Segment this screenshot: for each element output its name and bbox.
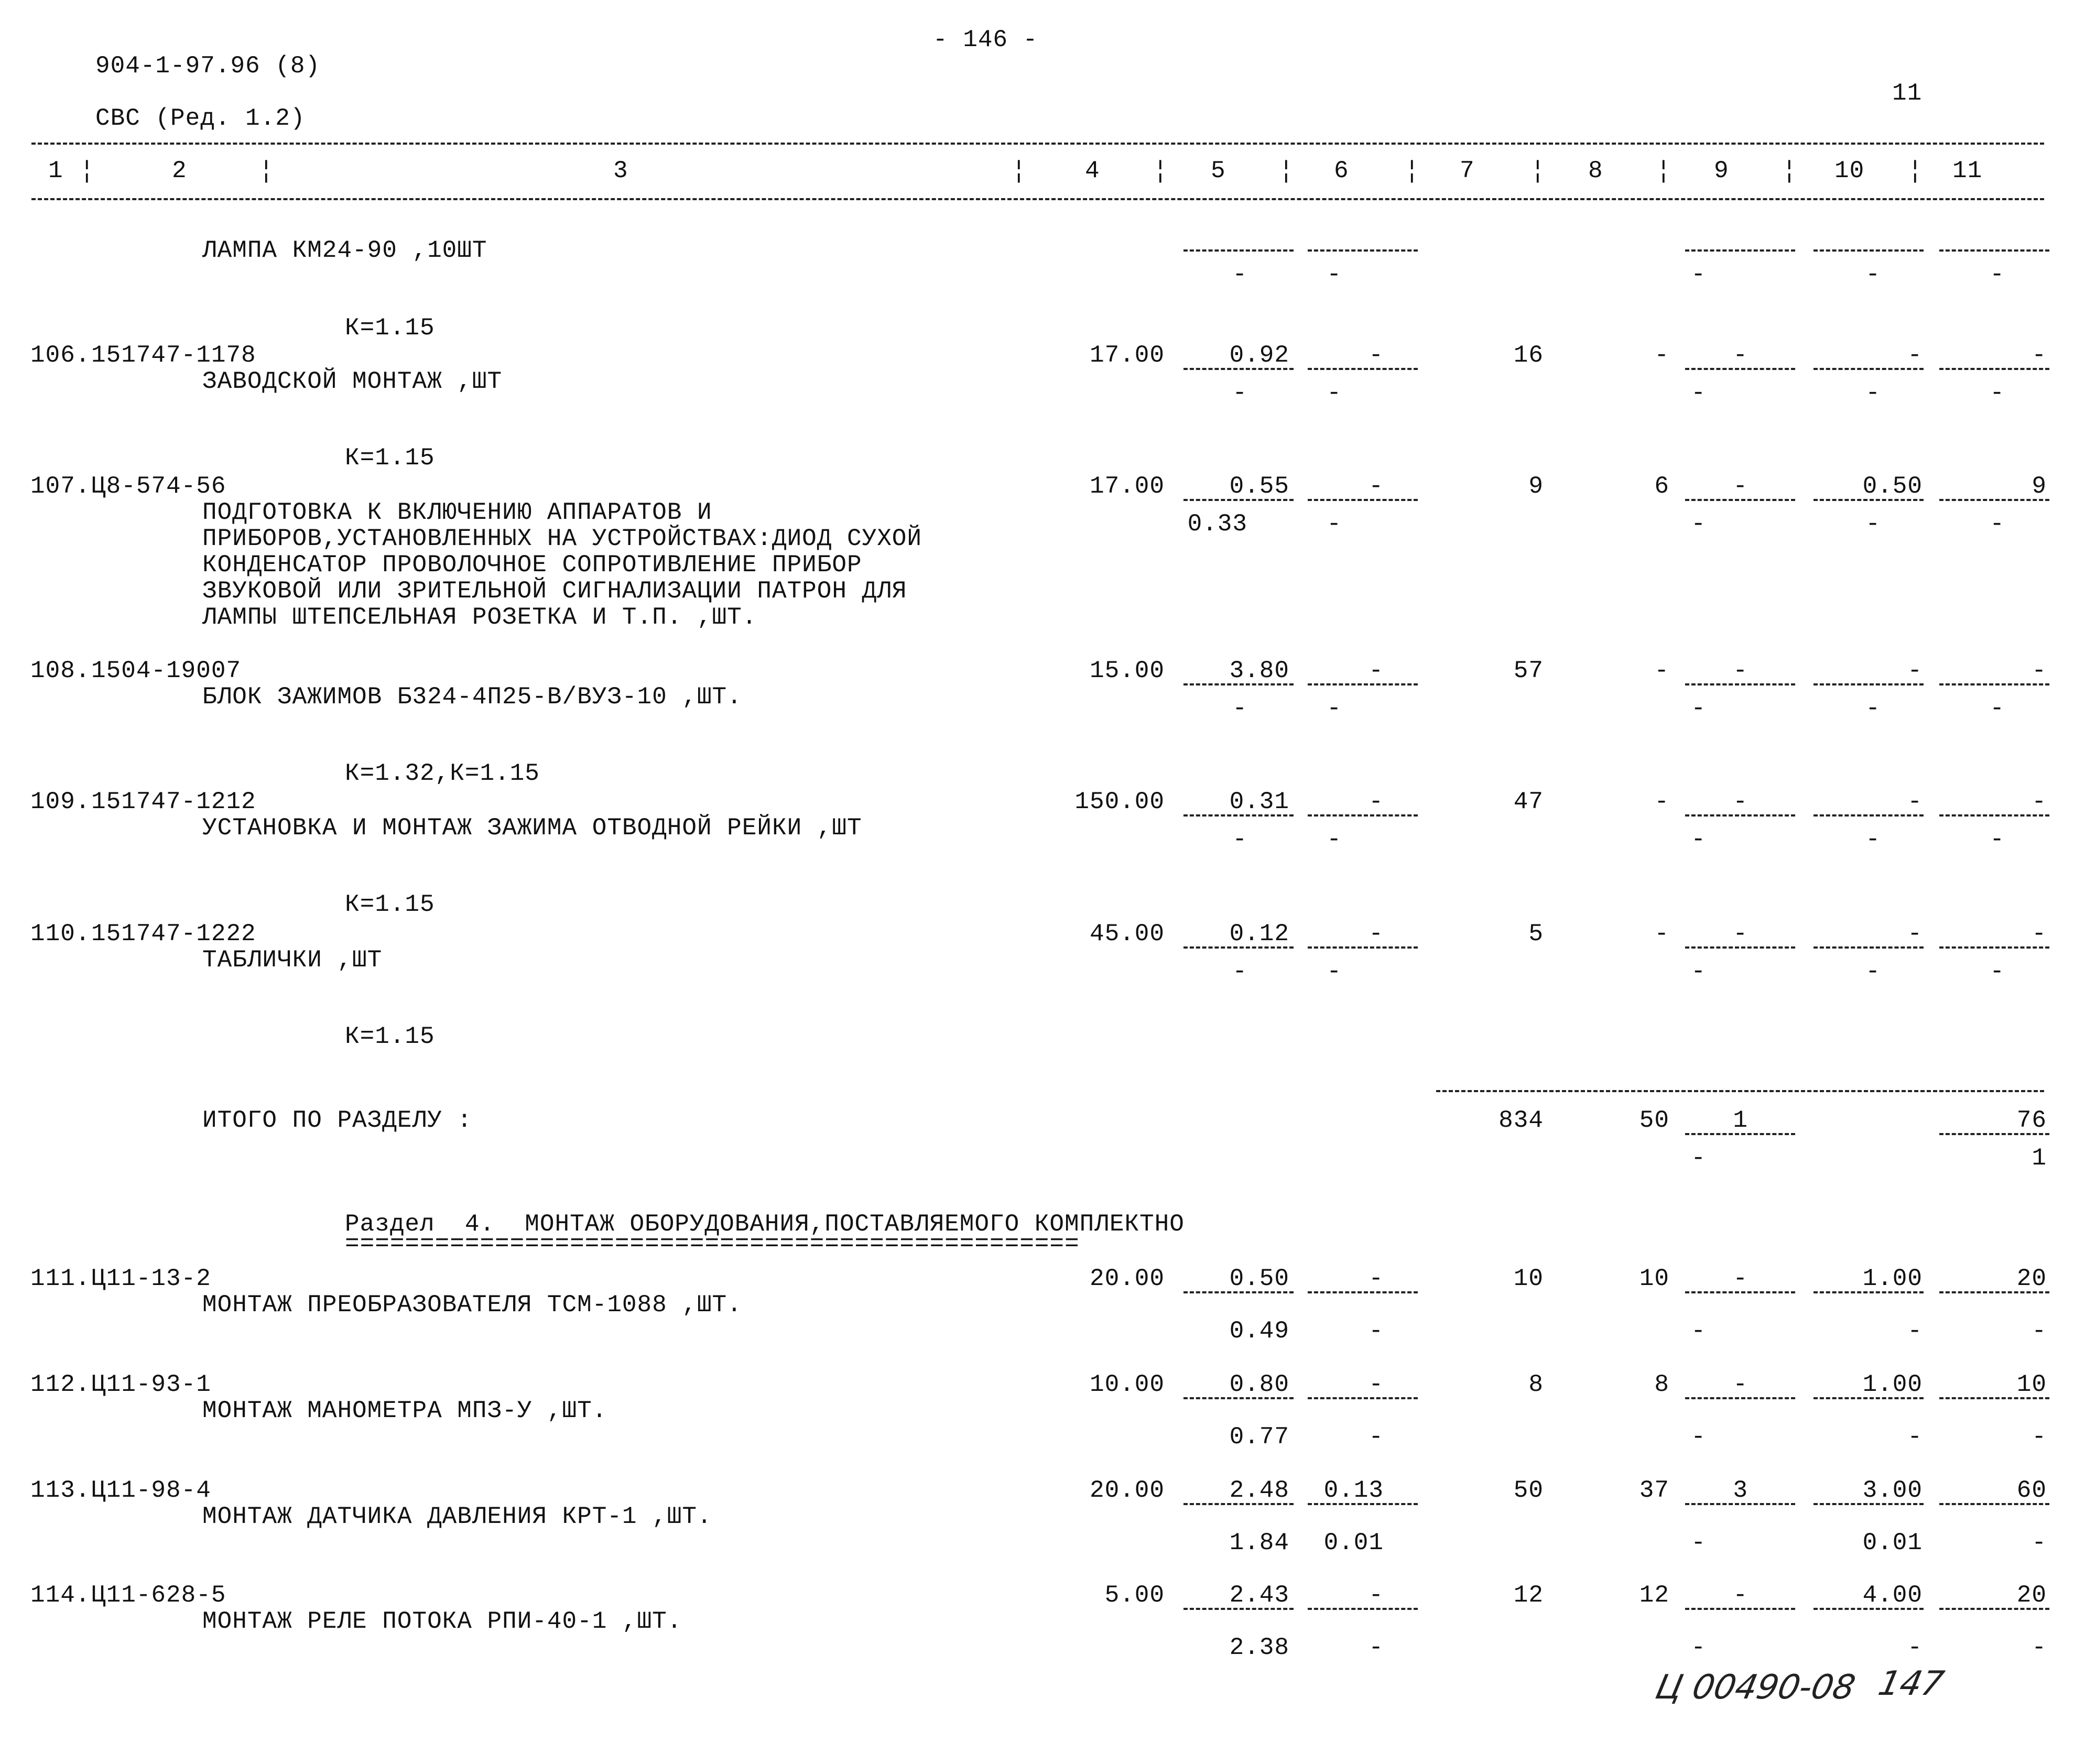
cell-underline — [1685, 1503, 1795, 1505]
cell-c4: 17.00 — [1089, 473, 1165, 500]
cell-c9: - — [1733, 342, 1748, 369]
cell-c8: - — [1654, 342, 1669, 369]
cell-c11: - — [2032, 788, 2047, 815]
cell-c6: - — [1369, 1582, 1384, 1609]
header-rule-top — [31, 143, 2044, 145]
cell-c10: - — [1907, 920, 1923, 948]
cell-c10: 1.00 — [1862, 1371, 1923, 1398]
cell-underline — [1308, 499, 1418, 501]
cell-c10-sub: - — [1865, 958, 1881, 985]
cell-c11: - — [2032, 657, 2047, 684]
cell-c4: 45.00 — [1089, 920, 1165, 948]
row-number: 108. — [30, 657, 91, 684]
cell-underline — [1685, 368, 1795, 370]
cell-c11: 20 — [2016, 1265, 2047, 1292]
cell-underline — [1183, 1397, 1294, 1399]
column-header-1: 1 — [48, 157, 63, 184]
column-header-10: 10 — [1834, 157, 1865, 184]
item-description: ЛАМПА КМ24-90 ,10ШТ — [202, 237, 487, 264]
cell-underline — [1183, 1608, 1294, 1610]
cell-underline — [1183, 1291, 1294, 1293]
cell-c9: 3 — [1733, 1477, 1748, 1504]
cell-underline — [1183, 1503, 1294, 1505]
cell-c11-sub: - — [1990, 510, 2005, 538]
cell-c6-sub: 0.01 — [1323, 1529, 1384, 1556]
cell-c5-sub: 2.38 — [1229, 1634, 1289, 1661]
column-separator: ¦ — [1012, 157, 1027, 184]
row-number: 107. — [30, 473, 91, 500]
cell-underline — [1939, 1503, 2049, 1505]
cell-c8: 12 — [1639, 1582, 1669, 1609]
cell-c10: 3.00 — [1862, 1477, 1923, 1504]
row-number: 113. — [30, 1477, 91, 1504]
section-total-label: ИТОГО ПО РАЗДЕЛУ : — [202, 1107, 472, 1134]
cell-underline — [1308, 1608, 1418, 1610]
cell-underline — [1939, 814, 2049, 816]
cell-underline — [1308, 683, 1418, 685]
cell-c9: - — [1733, 657, 1748, 684]
item-description: КОНДЕНСАТОР ПРОВОЛОЧНОЕ СОПРОТИВЛЕНИЕ ПРИБОР — [202, 551, 862, 579]
cell-c10-sub: - — [1865, 695, 1881, 722]
cell-c11: 10 — [2016, 1371, 2047, 1398]
cell-c10: 1.00 — [1862, 1265, 1923, 1292]
rate-code: Ц8-574-56 — [91, 473, 226, 500]
total-c11: 76 — [2016, 1107, 2047, 1134]
cell-c7: 16 — [1513, 342, 1544, 369]
cell-underline — [1814, 946, 1924, 949]
cell-underline — [1183, 499, 1294, 501]
cell-c5: 2.48 — [1229, 1477, 1289, 1504]
cell-c7: 50 — [1513, 1477, 1544, 1504]
cell-c4: 5.00 — [1104, 1582, 1165, 1609]
cell-c5-sub: - — [1232, 958, 1247, 985]
cell-c5: 0.12 — [1229, 920, 1289, 948]
coefficient-note: К=1.15 — [345, 444, 435, 472]
cell-c11: 9 — [2032, 473, 2047, 500]
cell-c11: - — [2032, 920, 2047, 948]
cell-c9-sub: - — [1691, 695, 1706, 722]
cell-c6-sub: - — [1327, 695, 1342, 722]
cell-c10-sub: - — [1907, 1423, 1923, 1451]
cell-c9-sub: - — [1691, 826, 1706, 853]
cell-c9: - — [1733, 1265, 1748, 1292]
cell-c5-sub: - — [1232, 261, 1247, 288]
cell-c5-sub: - — [1232, 826, 1247, 853]
item-description: ПОДГОТОВКА К ВКЛЮЧЕНИЮ АППАРАТОВ И — [202, 499, 712, 526]
cell-c10: 0.50 — [1862, 473, 1923, 500]
column-separator: ¦ — [1530, 157, 1546, 184]
cell-c4: 15.00 — [1089, 657, 1165, 684]
cell-c11-sub: - — [1990, 379, 2005, 407]
cell-c6: - — [1369, 1265, 1384, 1292]
cell-underline — [1939, 499, 2049, 501]
cell-c6: - — [1369, 920, 1384, 948]
column-separator: ¦ — [1782, 157, 1797, 184]
cell-underline — [1685, 249, 1795, 252]
cell-underline — [1308, 249, 1418, 252]
cell-underline — [1685, 499, 1795, 501]
handwritten-stamp: Ц 00490-08 — [1652, 1668, 1859, 1707]
coefficient-note: К=1.15 — [345, 891, 435, 918]
column-separator: ¦ — [80, 157, 95, 184]
total-c9: 1 — [1733, 1107, 1748, 1134]
row-number: 109. — [30, 788, 91, 815]
column-header-5: 5 — [1211, 157, 1226, 184]
cell-c9-sub: - — [1691, 510, 1706, 538]
cell-c5-sub: - — [1232, 695, 1247, 722]
cell-underline — [1308, 1397, 1418, 1399]
cell-c8: 10 — [1639, 1265, 1669, 1292]
cell-underline — [1183, 946, 1294, 949]
cell-c5-sub: 0.77 — [1229, 1423, 1289, 1451]
sheet-number: 11 — [1892, 80, 1923, 107]
cell-c9-sub: - — [1691, 1529, 1706, 1556]
cell-c7: 9 — [1528, 473, 1544, 500]
cell-c4: 20.00 — [1089, 1477, 1165, 1504]
cell-c7: 47 — [1513, 788, 1544, 815]
cell-c11-sub: - — [1990, 695, 2005, 722]
item-description: УСТАНОВКА И МОНТАЖ ЗАЖИМА ОТВОДНОЙ РЕЙКИ ,ШТ — [202, 814, 862, 842]
cell-c11-sub: - — [2032, 1423, 2047, 1451]
column-header-3: 3 — [613, 157, 628, 184]
cell-c4: 20.00 — [1089, 1265, 1165, 1292]
column-separator: ¦ — [1405, 157, 1420, 184]
cell-c7: 57 — [1513, 657, 1544, 684]
section-heading: Раздел 4. МОНТАЖ ОБОРУДОВАНИЯ,ПОСТАВЛЯЕМОГО КОМПЛЕКТНО — [345, 1211, 1185, 1238]
rate-code: Ц11-628-5 — [91, 1582, 226, 1609]
cell-c7: 12 — [1513, 1582, 1544, 1609]
cell-underline — [1814, 1397, 1924, 1399]
cell-c5: 0.92 — [1229, 342, 1289, 369]
rate-code: 151747-1212 — [91, 788, 256, 815]
column-separator: ¦ — [259, 157, 274, 184]
cell-c10: - — [1907, 342, 1923, 369]
cell-c11-sub: - — [2032, 1634, 2047, 1661]
cell-underline — [1308, 814, 1418, 816]
cell-c10: 4.00 — [1862, 1582, 1923, 1609]
cell-c6: - — [1369, 473, 1384, 500]
cell-c10-sub: - — [1907, 1317, 1923, 1345]
cell-underline — [1685, 814, 1795, 816]
total-rule — [1436, 1090, 2044, 1092]
cell-underline — [1308, 946, 1418, 949]
cell-c10-sub: - — [1907, 1634, 1923, 1661]
cell-underline — [1814, 368, 1924, 370]
row-number: 111. — [30, 1265, 91, 1292]
column-header-8: 8 — [1588, 157, 1603, 184]
cell-c10: - — [1907, 657, 1923, 684]
cell-underline — [1939, 1397, 2049, 1399]
cell-underline — [1814, 1608, 1924, 1610]
item-description: ПРИБОРОВ,УСТАНОВЛЕННЫХ НА УСТРОЙСТВАХ:ДИОД СУХОЙ — [202, 525, 922, 552]
item-description: ЗАВОДСКОЙ МОНТАЖ ,ШТ — [202, 368, 503, 395]
cell-c6: - — [1369, 788, 1384, 815]
cell-c5: 0.31 — [1229, 788, 1289, 815]
cell-c10-sub: 0.01 — [1862, 1529, 1923, 1556]
cell-underline — [1814, 499, 1924, 501]
cell-c9: - — [1733, 473, 1748, 500]
cell-c8: 37 — [1639, 1477, 1669, 1504]
total-c8: 50 — [1639, 1107, 1669, 1134]
cell-underline — [1183, 814, 1294, 816]
cell-underline — [1814, 683, 1924, 685]
cell-c9: - — [1733, 788, 1748, 815]
item-description: ТАБЛИЧКИ ,ШТ — [202, 946, 383, 974]
item-description: МОНТАЖ РЕЛЕ ПОТОКА РПИ-40-1 ,ШТ. — [202, 1608, 682, 1635]
item-description: ЛАМПЫ ШТЕПСЕЛЬНАЯ РОЗЕТКА И Т.П. ,ШТ. — [202, 604, 757, 631]
cell-c5-sub: 0.33 — [1187, 510, 1247, 538]
rate-code: 1504-19007 — [91, 657, 242, 684]
cell-underline — [1308, 368, 1418, 370]
cell-c9-sub: - — [1691, 1423, 1706, 1451]
item-description: МОНТАЖ ПРЕОБРАЗОВАТЕЛЯ ТСМ-1088 ,ШТ. — [202, 1291, 742, 1319]
program-version: СВС (Ред. 1.2) — [95, 105, 306, 132]
cell-underline — [1685, 683, 1795, 685]
cell-c9-sub: - — [1691, 1317, 1706, 1345]
cell-c7: 10 — [1513, 1265, 1544, 1292]
column-header-9: 9 — [1714, 157, 1729, 184]
rate-code: Ц11-93-1 — [91, 1371, 211, 1398]
cell-c5: 0.50 — [1229, 1265, 1289, 1292]
cell-c10: - — [1907, 788, 1923, 815]
cell-c10-sub: - — [1865, 826, 1881, 853]
cell-c5: 0.55 — [1229, 473, 1289, 500]
item-description: ЗВУКОВОЙ ИЛИ ЗРИТЕЛЬНОЙ СИГНАЛИЗАЦИИ ПАТРОН ДЛЯ — [202, 578, 907, 605]
cell-c6-sub: - — [1327, 379, 1342, 407]
cell-c6: - — [1369, 1371, 1384, 1398]
item-description: МОНТАЖ ДАТЧИКА ДАВЛЕНИЯ КРТ-1 ,ШТ. — [202, 1503, 712, 1530]
coefficient-note: К=1.15 — [345, 314, 435, 342]
cell-c11-sub: - — [1990, 261, 2005, 288]
row-number: 110. — [30, 920, 91, 948]
row-number: 106. — [30, 342, 91, 369]
cell-c4: 17.00 — [1089, 342, 1165, 369]
cell-c6: - — [1369, 657, 1384, 684]
cell-underline — [1685, 1291, 1795, 1293]
column-header-6: 6 — [1334, 157, 1349, 184]
page-number: - 146 - — [933, 26, 1038, 53]
total-c11-sub: 1 — [2032, 1145, 2047, 1172]
cell-underline — [1814, 814, 1924, 816]
cell-c10-sub: - — [1865, 379, 1881, 407]
cell-c6-sub: - — [1369, 1634, 1384, 1661]
coefficient-note: К=1.32,К=1.15 — [345, 760, 540, 787]
cell-c5: 0.80 — [1229, 1371, 1289, 1398]
cell-c6: 0.13 — [1323, 1477, 1384, 1504]
cell-c8: 6 — [1654, 473, 1669, 500]
cell-underline — [1939, 249, 2049, 252]
handwritten-page-number: 147 — [1875, 1664, 1948, 1703]
column-separator: ¦ — [1656, 157, 1671, 184]
rate-code: 151747-1222 — [91, 920, 256, 948]
cell-c10-sub: - — [1865, 261, 1881, 288]
cell-c5-sub: - — [1232, 379, 1247, 407]
cell-underline — [1939, 1133, 2049, 1135]
section-heading-underline: ================================================= — [345, 1231, 1080, 1258]
cell-c9-sub: - — [1691, 958, 1706, 985]
total-c9-sub: - — [1691, 1145, 1706, 1172]
total-c7: 834 — [1499, 1107, 1544, 1134]
cell-c8: 8 — [1654, 1371, 1669, 1398]
cell-c11-sub: - — [1990, 958, 2005, 985]
rate-code: Ц11-13-2 — [91, 1265, 211, 1292]
cell-c8: - — [1654, 788, 1669, 815]
cell-c5: 2.43 — [1229, 1582, 1289, 1609]
cell-c6-sub: - — [1369, 1423, 1384, 1451]
cell-underline — [1183, 683, 1294, 685]
coefficient-note: К=1.15 — [345, 1023, 435, 1050]
cell-c9-sub: - — [1691, 379, 1706, 407]
cell-c11: 60 — [2016, 1477, 2047, 1504]
cell-underline — [1939, 1291, 2049, 1293]
cell-underline — [1685, 1397, 1795, 1399]
cell-c4: 10.00 — [1089, 1371, 1165, 1398]
cell-c9: - — [1733, 920, 1748, 948]
column-header-7: 7 — [1460, 157, 1475, 184]
cell-underline — [1308, 1291, 1418, 1293]
cell-underline — [1183, 368, 1294, 370]
cell-underline — [1939, 683, 2049, 685]
cell-c10-sub: - — [1865, 510, 1881, 538]
cell-underline — [1308, 1503, 1418, 1505]
column-separator: ¦ — [1153, 157, 1168, 184]
cell-underline — [1685, 1608, 1795, 1610]
cell-c5-sub: 1.84 — [1229, 1529, 1289, 1556]
cell-c11: 20 — [2016, 1582, 2047, 1609]
cell-c11: - — [2032, 342, 2047, 369]
column-header-2: 2 — [172, 157, 187, 184]
cell-c5-sub: 0.49 — [1229, 1317, 1289, 1345]
cell-c6-sub: - — [1327, 958, 1342, 985]
cell-c4: 150.00 — [1074, 788, 1165, 815]
cell-underline — [1183, 249, 1294, 252]
cell-underline — [1685, 1133, 1795, 1135]
column-separator: ¦ — [1279, 157, 1294, 184]
cell-c6-sub: - — [1369, 1317, 1384, 1345]
column-header-11: 11 — [1952, 157, 1983, 184]
cell-c9-sub: - — [1691, 261, 1706, 288]
header-rule-bottom — [31, 198, 2044, 200]
cell-underline — [1939, 1608, 2049, 1610]
cell-underline — [1939, 368, 2049, 370]
cell-c7: 5 — [1528, 920, 1544, 948]
item-description: БЛОК ЗАЖИМОВ Б324-4П25-В/ВУЗ-10 ,ШТ. — [202, 683, 742, 711]
cell-c7: 8 — [1528, 1371, 1544, 1398]
cell-c5: 3.80 — [1229, 657, 1289, 684]
cell-c9: - — [1733, 1582, 1748, 1609]
cell-c6-sub: - — [1327, 826, 1342, 853]
row-number: 112. — [30, 1371, 91, 1398]
cell-c11-sub: - — [1990, 826, 2005, 853]
cell-underline — [1814, 1503, 1924, 1505]
cell-underline — [1814, 249, 1924, 252]
item-description: МОНТАЖ МАНОМЕТРА МПЗ-У ,ШТ. — [202, 1397, 607, 1424]
column-separator: ¦ — [1908, 157, 1923, 184]
cell-c9-sub: - — [1691, 1634, 1706, 1661]
cell-underline — [1814, 1291, 1924, 1293]
row-number: 114. — [30, 1582, 91, 1609]
cell-c8: - — [1654, 920, 1669, 948]
cell-c6-sub: - — [1327, 510, 1342, 538]
cell-c11-sub: - — [2032, 1529, 2047, 1556]
cell-c6: - — [1369, 342, 1384, 369]
cell-underline — [1939, 946, 2049, 949]
cell-c9: - — [1733, 1371, 1748, 1398]
column-header-4: 4 — [1085, 157, 1100, 184]
rate-code: Ц11-98-4 — [91, 1477, 211, 1504]
cell-c11-sub: - — [2032, 1317, 2047, 1345]
cell-c8: - — [1654, 657, 1669, 684]
cell-underline — [1685, 946, 1795, 949]
document-code: 904-1-97.96 (8) — [95, 52, 321, 80]
cell-c6-sub: - — [1327, 261, 1342, 288]
rate-code: 151747-1178 — [91, 342, 256, 369]
